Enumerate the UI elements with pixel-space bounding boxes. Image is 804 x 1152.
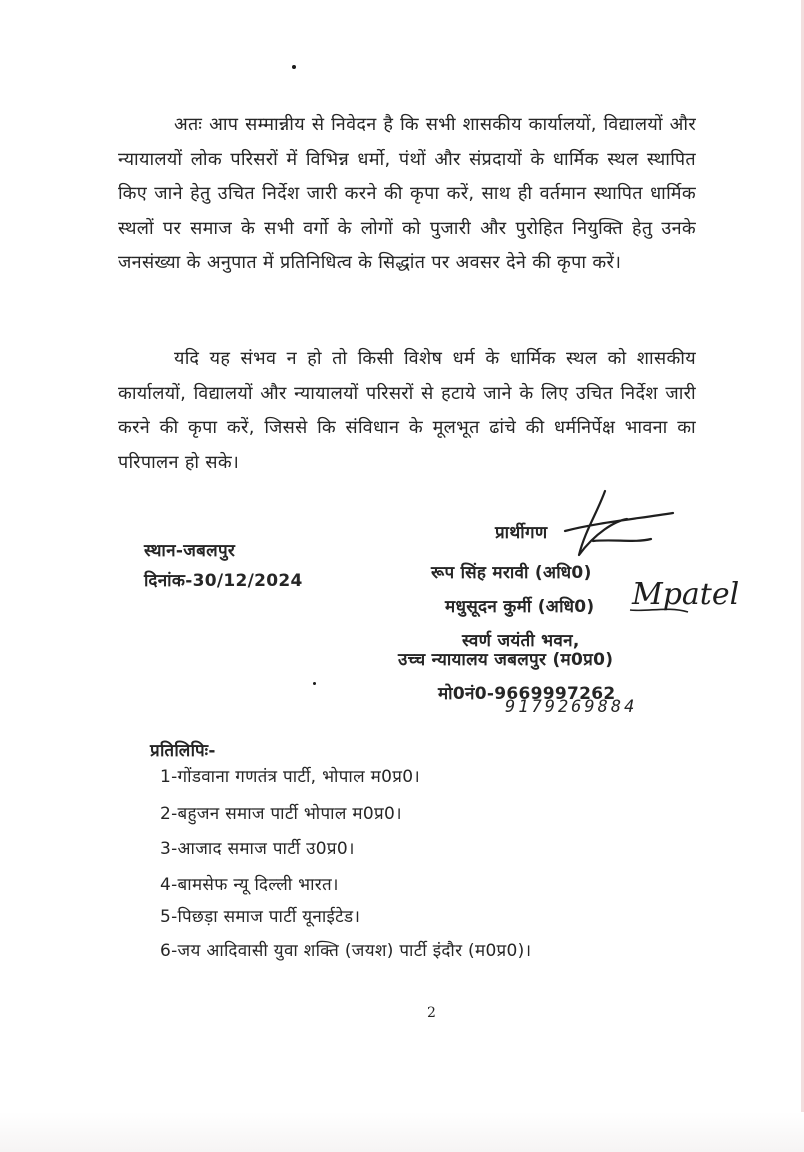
copy-item: 2-बहुजन समाज पार्टी भोपाल म0प्र0।: [160, 804, 402, 824]
address-line-2: उच्च न्यायालय जबलपुर (म0प्र0): [398, 650, 614, 670]
copy-item: 4-बामसेफ न्यू दिल्ली भारत।: [160, 875, 339, 895]
signatory-name-1: रूप सिंह मरावी (अधि0): [431, 563, 592, 583]
body-paragraph-request: [118, 108, 696, 281]
address-line-1: स्वर्ण जयंती भवन,: [462, 631, 580, 651]
signature-mark-1: [555, 483, 685, 563]
ink-speck: [292, 65, 296, 69]
place-line: स्थान-जबलपुर: [144, 541, 236, 561]
signature-mark-2: [628, 560, 748, 620]
copy-item: 6-जय आदिवासी युवा शक्ति (जयश) पार्टी इंदौर (म0प्र0)।: [160, 941, 532, 961]
copy-item: 3-आजाद समाज पार्टी उ0प्र0।: [160, 839, 355, 859]
copies-heading: प्रतिलिपिः-: [150, 741, 216, 761]
copy-item: 1-गोंडवाना गणतंत्र पार्टी, भोपाल म0प्र0।: [160, 767, 421, 787]
page-shadow: [0, 1112, 804, 1152]
copy-item: 5-पिछड़ा समाज पार्टी यूनाईटेड।: [160, 907, 361, 927]
phone-primary: मो0नं0-9669997262: [438, 684, 616, 704]
ink-speck: [313, 682, 316, 685]
signature-handwriting: Mpatel: [632, 577, 740, 612]
paragraph-text: अतः आप सम्मान्नीय से निवेदन है कि सभी शासकीय कार्यालयों, विद्यालयों और न्यायालयों लोक परिसरों में विभिन्न धर्मो, पंथों और संप्रदायों के धार्मिक स्थल स्थापित किए जाने हेतु उचित निर्देश जारी करने की कृपा करें, साथ ही वर्तमान स्थापित धार्मिक स्थलों पर समाज के सभी वर्गो के लोगों को पुजारी और पुरोहित नियुक्ति हेतु उनके जनसंख्या के अनुपात में प्रतिनिधित्व के सिद्धांत पर अवसर देने की कृपा करें।: [118, 114, 696, 274]
signatories-label: प्रार्थीगण: [495, 523, 548, 543]
body-paragraph-alternative: [118, 342, 696, 480]
phone-secondary-handwritten: 9179269884: [505, 697, 638, 717]
signatory-name-2: मधुसूदन कुर्मी (अधि0): [445, 597, 595, 617]
page-number: 2: [427, 1005, 437, 1021]
date-line: दिनांक-30/12/2024: [144, 571, 303, 591]
paragraph-text: यदि यह संभव न हो तो किसी विशेष धर्म के धार्मिक स्थल को शासकीय कार्यालयों, विद्यालयों और न्यायालयों परिसरों से हटाये जाने के लिए उचित निर्देश जारी करने की कृपा करें, जिससे कि संविधान के मूलभूत ढांचे की धर्मनिर्पेक्ष भावना का परिपालन हो सके।: [118, 348, 696, 473]
